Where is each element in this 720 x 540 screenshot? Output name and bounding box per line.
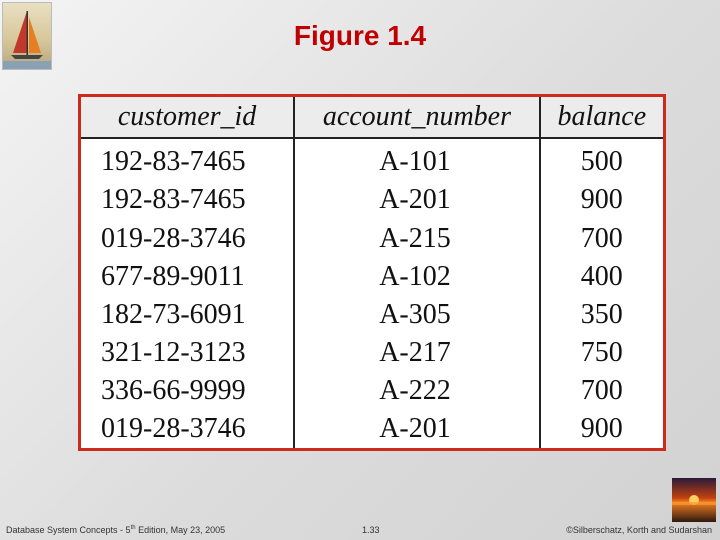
table-row <box>81 138 663 181</box>
cell-account-number: A-201 <box>294 181 539 219</box>
cell-balance: 750 <box>580 336 623 368</box>
cell-customer-id: 192-83-7465 <box>81 181 294 219</box>
table-header-row <box>81 97 663 138</box>
table-row <box>81 334 663 372</box>
sunset-icon <box>672 478 716 522</box>
cell-customer-id: 019-28-3746 <box>81 219 294 257</box>
cell-balance: 350 <box>580 298 623 330</box>
table-row <box>81 181 663 219</box>
cell-customer-id: 192-83-7465 <box>81 138 294 181</box>
cell-customer-id: 336-66-9999 <box>81 372 294 410</box>
cell-account-number: A-215 <box>294 219 539 257</box>
table-row <box>81 219 663 257</box>
cell-balance: 900 <box>580 184 623 216</box>
cell-customer-id: 677-89-9011 <box>81 257 294 295</box>
footer-book-title: Database System Concepts - 5 <box>6 525 131 535</box>
cell-balance: 700 <box>580 222 623 254</box>
sunset-image <box>672 478 716 522</box>
table-row <box>81 410 663 448</box>
footer-book-info <box>6 525 225 535</box>
cell-account-number: A-101 <box>294 138 539 181</box>
slide-title: Figure 1.4 <box>293 20 427 51</box>
cell-account-number: A-222 <box>294 372 539 410</box>
footer-page-number: 1.33 <box>362 525 380 535</box>
account-table <box>78 94 666 451</box>
cell-customer-id: 019-28-3746 <box>81 410 294 448</box>
cell-balance: 900 <box>580 413 623 445</box>
cell-account-number: A-305 <box>294 296 539 334</box>
column-header-balance: balance <box>540 97 663 138</box>
cell-balance: 700 <box>580 375 623 407</box>
table-row <box>81 296 663 334</box>
footer-copyright: ©Silberschatz, Korth and Sudarshan <box>566 525 712 535</box>
cell-balance: 500 <box>580 146 623 178</box>
cell-customer-id: 182-73-6091 <box>81 296 294 334</box>
column-header-customer-id: customer_id <box>81 97 294 138</box>
column-header-account-number: account_number <box>294 97 539 138</box>
footer-edition-suffix: th <box>130 525 136 531</box>
table-row <box>81 257 663 295</box>
footer-edition-date: Edition, May 23, 2005 <box>135 525 226 535</box>
cell-balance: 400 <box>580 260 623 292</box>
table-row <box>81 372 663 410</box>
cell-customer-id: 321-12-3123 <box>81 334 294 372</box>
cell-account-number: A-102 <box>294 257 539 295</box>
cell-account-number: A-201 <box>294 410 539 448</box>
cell-account-number: A-217 <box>294 334 539 372</box>
